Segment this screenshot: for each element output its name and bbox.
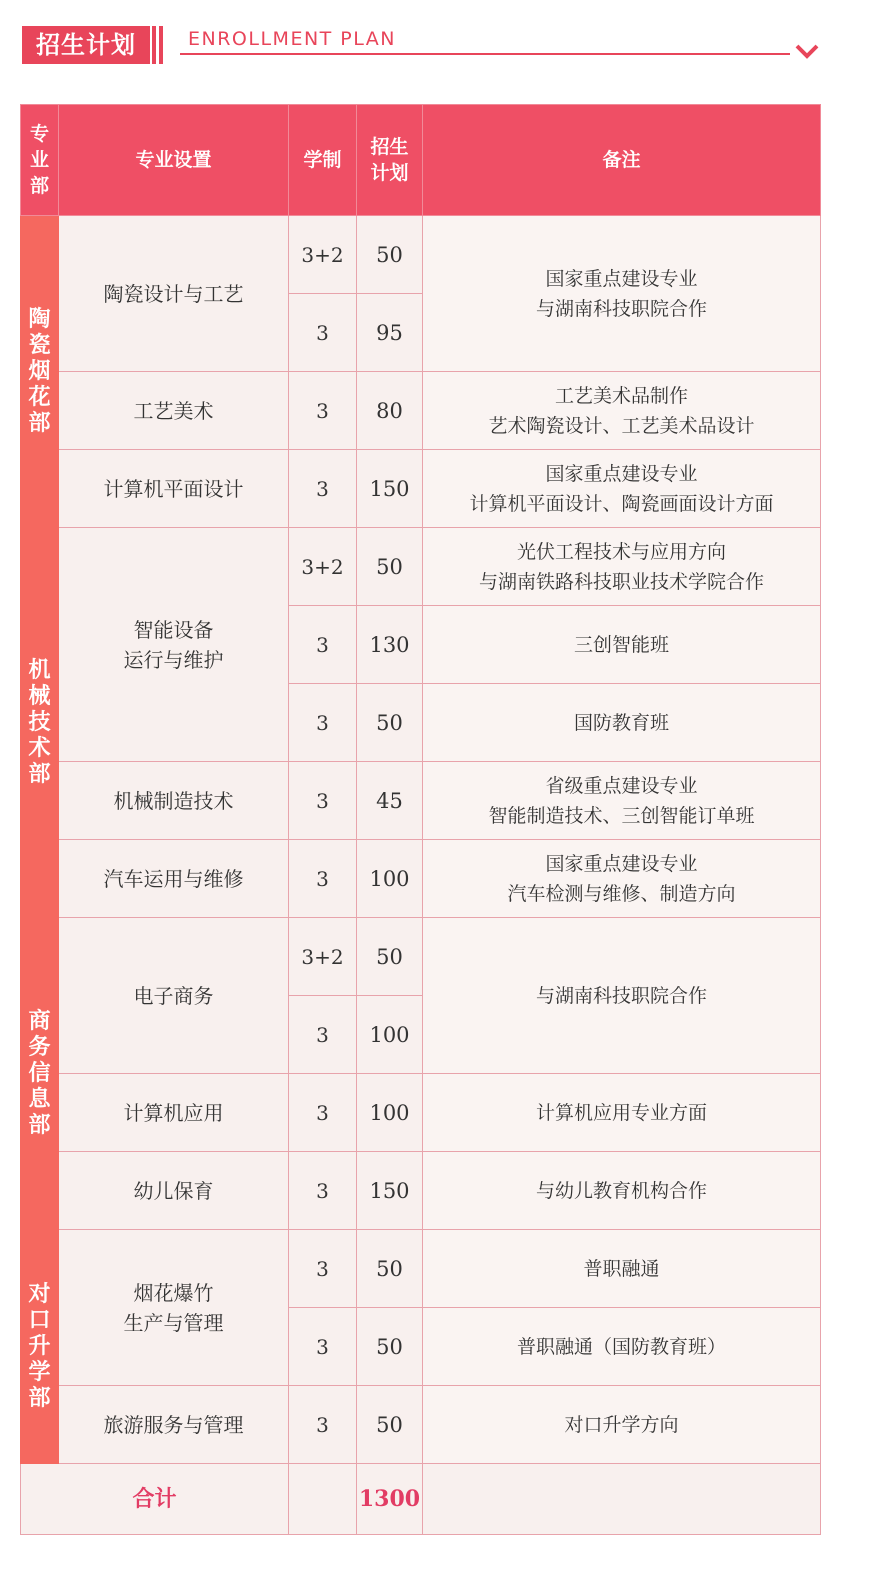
major-cell: 汽车运用与维修: [59, 840, 289, 918]
note-cell: 工艺美术品制作 艺术陶瓷设计、工艺美术品设计: [423, 372, 821, 450]
table-row: [21, 1386, 821, 1464]
col-header-department: 专业部: [21, 105, 59, 216]
years-cell: 3: [289, 1074, 357, 1152]
table-row: [21, 762, 821, 840]
quota-cell: 100: [357, 996, 423, 1074]
quota-cell: 150: [357, 450, 423, 528]
chevron-down-icon: [793, 40, 821, 62]
major-cell: 旅游服务与管理: [59, 1386, 289, 1464]
department-cell: 机械技术部: [21, 528, 59, 918]
col-header-quota: 招生计划: [357, 105, 423, 216]
years-cell: 3: [289, 1152, 357, 1230]
total-label: 合计: [21, 1464, 289, 1535]
col-header-years: 学制: [289, 105, 357, 216]
col-header-notes: 备注: [423, 105, 821, 216]
major-cell: 陶瓷设计与工艺: [59, 216, 289, 372]
quota-cell: 100: [357, 840, 423, 918]
quota-cell: 150: [357, 1152, 423, 1230]
years-cell: 3: [289, 840, 357, 918]
quota-cell: 80: [357, 372, 423, 450]
note-cell: 计算机应用专业方面: [423, 1074, 821, 1152]
table-row: [21, 372, 821, 450]
quota-cell: 50: [357, 216, 423, 294]
years-cell: 3+2: [289, 528, 357, 606]
major-cell: 智能设备 运行与维护: [59, 528, 289, 762]
note-cell: 普职融通: [423, 1230, 821, 1308]
quota-cell: 130: [357, 606, 423, 684]
quota-cell: 50: [357, 1386, 423, 1464]
table-row: [21, 528, 821, 606]
years-cell: 3: [289, 1386, 357, 1464]
years-cell: 3: [289, 996, 357, 1074]
years-cell: 3: [289, 450, 357, 528]
enrollment-table: [20, 104, 821, 1535]
table-row: [21, 450, 821, 528]
years-cell: 3: [289, 684, 357, 762]
note-cell: 国家重点建设专业 与湖南科技职院合作: [423, 216, 821, 372]
page-subtitle: ENROLLMENT PLAN: [188, 28, 396, 50]
note-cell: 与幼儿教育机构合作: [423, 1152, 821, 1230]
table-row: [21, 1230, 821, 1308]
years-cell: 3+2: [289, 918, 357, 996]
major-cell: 电子商务: [59, 918, 289, 1074]
years-cell: 3+2: [289, 216, 357, 294]
quota-cell: 95: [357, 294, 423, 372]
quota-cell: 50: [357, 1308, 423, 1386]
note-cell: 国家重点建设专业 汽车检测与维修、制造方向: [423, 840, 821, 918]
years-cell: 3: [289, 1230, 357, 1308]
total-quota: 1300: [357, 1464, 423, 1535]
page-title: 招生计划: [22, 26, 150, 64]
major-cell: 机械制造技术: [59, 762, 289, 840]
table-row: [21, 840, 821, 918]
note-cell: 与湖南科技职院合作: [423, 918, 821, 1074]
department-cell: 对口升学部: [21, 1230, 59, 1464]
note-cell: 三创智能班: [423, 606, 821, 684]
note-cell: 普职融通（国防教育班）: [423, 1308, 821, 1386]
note-cell: 省级重点建设专业 智能制造技术、三创智能订单班: [423, 762, 821, 840]
title-accent-bar: [159, 26, 163, 64]
quota-cell: 50: [357, 1230, 423, 1308]
table-row: [21, 918, 821, 996]
quota-cell: 50: [357, 528, 423, 606]
years-cell: 3: [289, 762, 357, 840]
years-cell: 3: [289, 1308, 357, 1386]
col-header-major: 专业设置: [59, 105, 289, 216]
note-cell: 国家重点建设专业 计算机平面设计、陶瓷画面设计方面: [423, 450, 821, 528]
quota-cell: 100: [357, 1074, 423, 1152]
major-cell: 计算机平面设计: [59, 450, 289, 528]
department-cell: 商务信息部: [21, 918, 59, 1230]
years-cell: 3: [289, 372, 357, 450]
major-cell: 幼儿保育: [59, 1152, 289, 1230]
title-accent-bar: [152, 26, 156, 64]
major-cell: 计算机应用: [59, 1074, 289, 1152]
note-cell: 光伏工程技术与应用方向 与湖南铁路科技职业技术学院合作: [423, 528, 821, 606]
quota-cell: 50: [357, 684, 423, 762]
major-cell: 工艺美术: [59, 372, 289, 450]
table-row: [21, 216, 821, 294]
total-years-empty: [289, 1464, 357, 1535]
total-row: [21, 1464, 821, 1535]
total-note-empty: [423, 1464, 821, 1535]
major-cell: 烟花爆竹 生产与管理: [59, 1230, 289, 1386]
quota-cell: 45: [357, 762, 423, 840]
table-header-row: [21, 105, 821, 216]
header-underline: [180, 53, 790, 55]
note-cell: 国防教育班: [423, 684, 821, 762]
years-cell: 3: [289, 294, 357, 372]
note-cell: 对口升学方向: [423, 1386, 821, 1464]
quota-cell: 50: [357, 918, 423, 996]
table-row: [21, 1074, 821, 1152]
table-row: [21, 1152, 821, 1230]
years-cell: 3: [289, 606, 357, 684]
department-cell: 陶瓷烟花部: [21, 216, 59, 528]
